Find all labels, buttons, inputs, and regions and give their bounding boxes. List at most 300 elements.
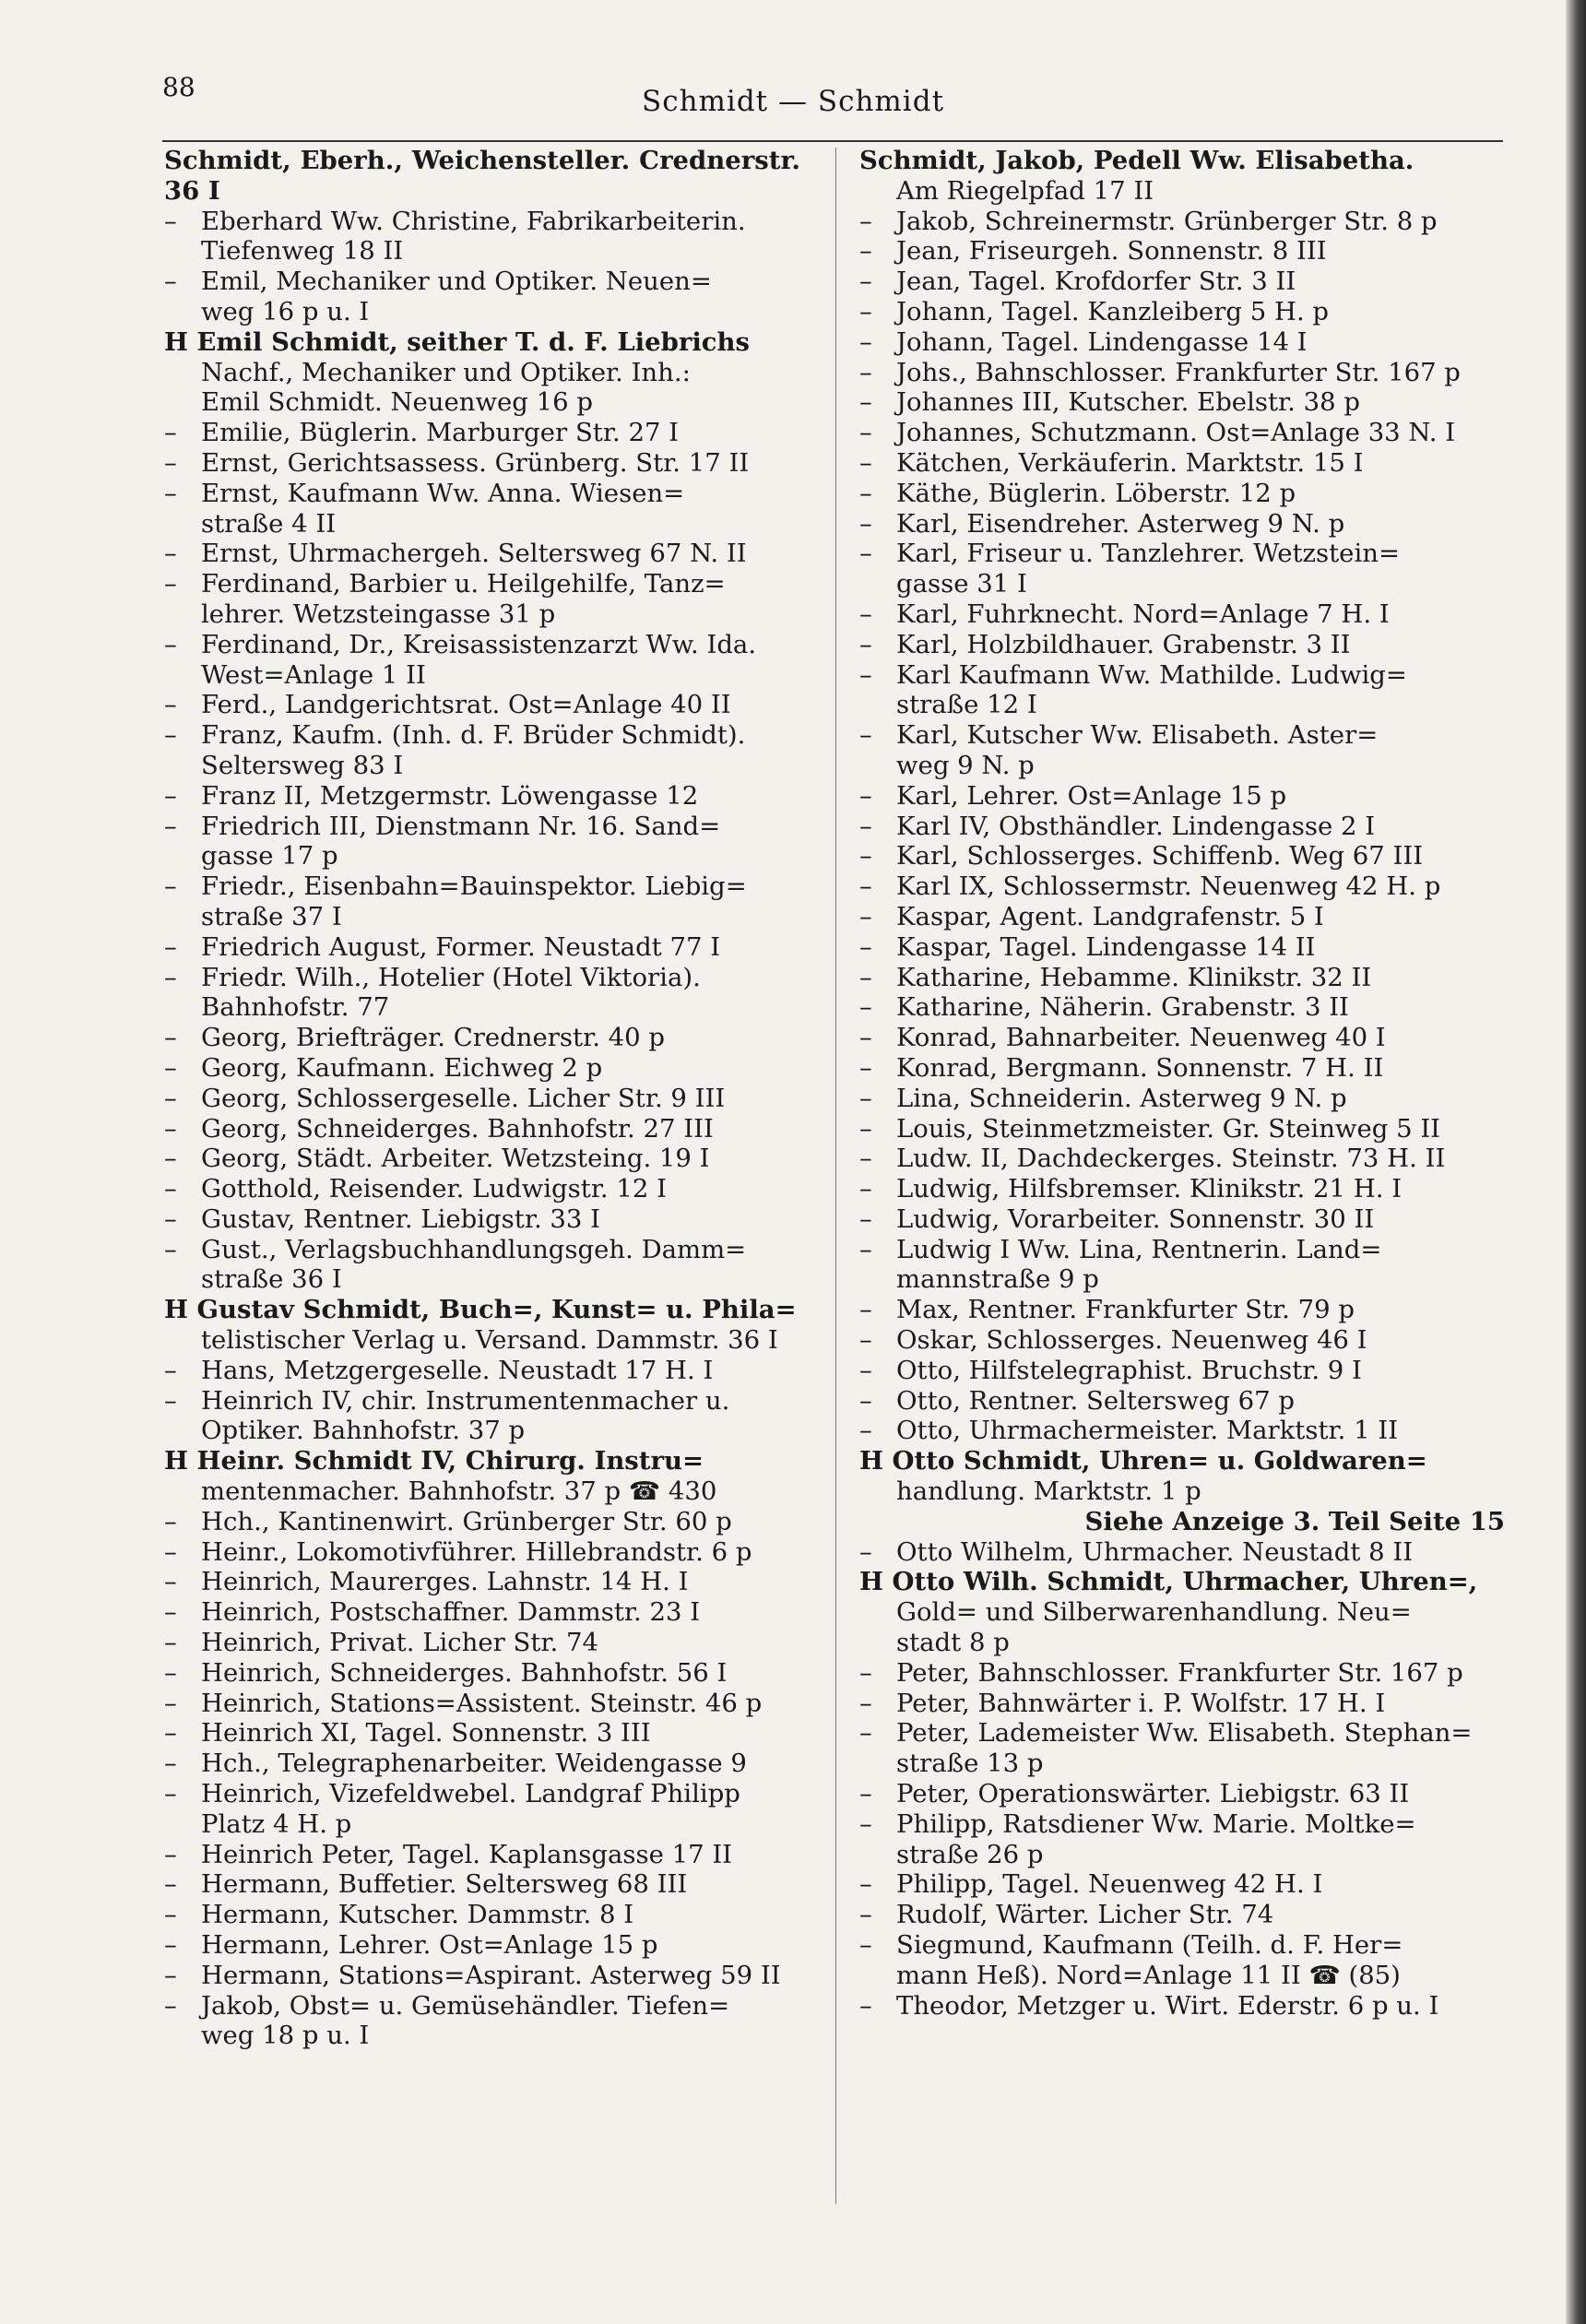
entry-text: Konrad, Bahnarbeiter. Neuenweg 40 I <box>896 1023 1386 1053</box>
directory-entry <box>164 1991 800 2022</box>
entry-text: Friedr., Eisenbahn=Bauinspektor. Liebig= <box>201 872 747 902</box>
directory-entry <box>859 539 1505 569</box>
entry-dash: – <box>859 296 872 326</box>
directory-entry <box>164 1537 800 1568</box>
entry-text: Philipp, Tagel. Neuenweg 42 H. I <box>896 1869 1323 1900</box>
entry-text: straße 37 I <box>201 901 342 931</box>
page-edge <box>1566 0 1586 2324</box>
entry-text: Karl, Kutscher Ww. Elisabeth. Aster= <box>896 720 1379 751</box>
directory-entry <box>164 1174 800 1204</box>
header-rule <box>162 140 1503 142</box>
directory-entry <box>859 358 1505 388</box>
directory-entry <box>859 207 1505 237</box>
directory-entry <box>859 1840 1505 1870</box>
entry-dash: – <box>164 1930 177 1961</box>
entry-dash: – <box>164 1628 177 1658</box>
directory-entry <box>164 812 800 842</box>
entry-text: Hch., Kantinenwirt. Grünberger Str. 60 p <box>201 1506 732 1536</box>
entry-dash: – <box>164 1536 177 1567</box>
entry-dash: – <box>859 599 872 629</box>
entry-text: Emil Schmidt. Neuenweg 16 p <box>201 387 593 418</box>
entry-text: mann Heß). Nord=Anlage 11 II ☎ (85) <box>896 1960 1401 1990</box>
entry-text: Ferdinand, Barbier u. Heilgehilfe, Tanz= <box>201 569 726 599</box>
directory-entry <box>859 1930 1505 1961</box>
entry-text: Ludwig I Ww. Lina, Rentnerin. Land= <box>896 1234 1382 1264</box>
entry-text: Ludwig, Hilfsbremser. Klinikstr. 21 H. I <box>896 1174 1403 1204</box>
entry-dash: – <box>859 539 872 569</box>
directory-entry <box>164 2021 800 2051</box>
entry-text: Heinrich, Privat. Licher Str. 74 <box>201 1628 599 1658</box>
directory-entry <box>164 1386 800 1417</box>
entry-text: West=Anlage 1 II <box>201 659 426 690</box>
directory-entry <box>859 418 1505 448</box>
entry-dash: – <box>859 1083 872 1113</box>
directory-entry <box>164 236 800 267</box>
entry-dash: – <box>859 1325 872 1356</box>
entry-text: Heinrich XI, Tagel. Sonnenstr. 3 III <box>201 1718 651 1749</box>
directory-entry <box>859 1507 1505 1537</box>
directory-entry <box>164 751 800 781</box>
entry-dash: – <box>164 1990 177 2021</box>
entry-dash: – <box>859 1385 872 1416</box>
directory-entry <box>859 297 1505 327</box>
entry-text: Theodor, Metzger u. Wirt. Ederstr. 6 p u. I <box>896 1990 1439 2021</box>
directory-entry <box>859 1476 1505 1507</box>
directory-entry <box>859 1264 1505 1295</box>
entry-text: Peter, Bahnschlosser. Frankfurter Str. 167 p <box>896 1657 1463 1688</box>
directory-entry <box>859 387 1505 418</box>
entry-text: Rudolf, Wärter. Licher Str. 74 <box>896 1900 1274 1930</box>
entry-text: Schmidt, Jakob, Pedell Ww. Elisabetha. <box>859 146 1414 175</box>
entry-text: Käthe, Büglerin. Löberstr. 12 p <box>896 478 1296 508</box>
entry-text: Eberhard Ww. Christine, Fabrikarbeiterin. <box>201 206 746 236</box>
entry-dash: – <box>859 1688 872 1718</box>
directory-entry <box>859 1114 1505 1144</box>
entry-text: Philipp, Ratsdiener Ww. Marie. Moltke= <box>896 1808 1416 1839</box>
entry-dash: – <box>859 841 872 872</box>
directory-entry <box>164 1718 800 1749</box>
directory-entry <box>859 720 1505 751</box>
entry-text: Karl IX, Schlossermstr. Neuenweg 42 H. p <box>896 872 1441 902</box>
entry-text: Ernst, Uhrmachergeh. Seltersweg 67 N. II <box>201 539 747 569</box>
entry-text: Johann, Tagel. Kanzleiberg 5 H. p <box>896 296 1330 326</box>
entry-dash: – <box>164 1839 177 1869</box>
directory-entry <box>164 902 800 932</box>
entry-dash: – <box>164 811 177 841</box>
entry-dash: – <box>859 1052 872 1083</box>
directory-entry <box>164 781 800 812</box>
directory-entry <box>164 1023 800 1053</box>
entry-dash: – <box>164 1506 177 1536</box>
entry-text: Heinrich, Postschaffner. Dammstr. 23 I <box>201 1597 701 1628</box>
entry-dash: – <box>859 1144 872 1174</box>
entry-text: H Otto Schmidt, Uhren= u. Goldwaren= <box>859 1446 1427 1476</box>
entry-dash: – <box>859 659 872 690</box>
directory-entry <box>859 1991 1505 2022</box>
entry-text: Ferd., Landgerichtsrat. Ost=Anlage 40 II <box>201 690 731 720</box>
entry-text: Otto, Rentner. Seltersweg 67 p <box>896 1385 1296 1416</box>
entry-text: Peter, Lademeister Ww. Elisabeth. Stephan= <box>896 1718 1473 1749</box>
directory-entry <box>164 932 800 963</box>
entry-text: weg 18 p u. I <box>201 2021 370 2051</box>
entry-text: straße 26 p <box>896 1839 1044 1869</box>
directory-entry <box>859 1144 1505 1174</box>
directory-entry <box>164 1809 800 1840</box>
directory-entry <box>164 479 800 509</box>
directory-entry <box>164 418 800 448</box>
entry-text: Jakob, Obst= u. Gemüsehändler. Tiefen= <box>201 1990 730 2021</box>
directory-entry <box>164 1446 800 1476</box>
entry-dash: – <box>164 690 177 720</box>
directory-entry <box>164 358 800 388</box>
entry-dash: – <box>164 539 177 569</box>
entry-text: Heinr., Lokomotivführer. Hillebrandstr. 6 p <box>201 1536 752 1567</box>
entry-text: mentenmacher. Bahnhofstr. 37 p ☎ 430 <box>201 1476 717 1507</box>
entry-text: Franz, Kaufm. (Inh. d. F. Brüder Schmidt). <box>201 720 746 751</box>
entry-text: Max, Rentner. Frankfurter Str. 79 p <box>896 1295 1355 1325</box>
entry-dash: – <box>164 1597 177 1628</box>
entry-text: Hermann, Lehrer. Ost=Anlage 15 p <box>201 1930 658 1961</box>
page-number: 88 <box>162 72 195 102</box>
entry-text: Georg, Schlossergeselle. Licher Str. 9 III <box>201 1083 726 1113</box>
directory-entry <box>859 1325 1505 1356</box>
directory-entry <box>859 1446 1505 1476</box>
entry-dash: – <box>164 1083 177 1113</box>
directory-entry <box>859 509 1505 540</box>
entry-text: Jean, Tagel. Krofdorfer Str. 3 II <box>896 267 1296 297</box>
directory-entry <box>164 1869 800 1900</box>
directory-entry <box>859 630 1505 660</box>
directory-entry <box>164 599 800 630</box>
directory-entry <box>164 1204 800 1235</box>
directory-entry <box>164 1476 800 1507</box>
entry-text: Hch., Telegraphenarbeiter. Weidengasse 9 <box>201 1749 747 1779</box>
entry-dash: – <box>859 1113 872 1144</box>
directory-entry <box>164 539 800 569</box>
entry-text: Kaspar, Agent. Landgrafenstr. 5 I <box>896 901 1324 931</box>
entry-text: mannstraße 9 p <box>896 1264 1099 1295</box>
entry-dash: – <box>859 447 872 478</box>
entry-dash: – <box>859 962 872 992</box>
directory-entry <box>859 781 1505 812</box>
directory-entry <box>859 1386 1505 1417</box>
directory-entry <box>164 1144 800 1174</box>
entry-text: straße 13 p <box>896 1749 1044 1779</box>
entry-dash: – <box>164 1234 177 1264</box>
entry-dash: – <box>859 1023 872 1053</box>
entry-text: Johannes, Schutzmann. Ost=Anlage 33 N. I <box>896 418 1456 448</box>
entry-text: Ludwig, Vorarbeiter. Sonnenstr. 30 II <box>896 1204 1375 1234</box>
directory-entry <box>164 1930 800 1961</box>
entry-text: H Emil Schmidt, seither T. d. F. Liebrichs <box>164 326 750 357</box>
entry-dash: – <box>164 418 177 448</box>
entry-dash: – <box>859 1930 872 1961</box>
entry-dash: – <box>859 387 872 418</box>
entry-dash: – <box>859 1808 872 1839</box>
entry-dash: – <box>859 326 872 357</box>
entry-dash: – <box>164 872 177 902</box>
entry-text: Georg, Kaufmann. Eichweg 2 p <box>201 1052 603 1083</box>
right-column <box>859 146 1505 2021</box>
directory-entry <box>859 569 1505 599</box>
entry-text: Karl, Lehrer. Ost=Anlage 15 p <box>896 780 1287 811</box>
directory-entry <box>859 1537 1505 1568</box>
directory-entry <box>164 841 800 872</box>
entry-dash: – <box>164 720 177 751</box>
directory-entry <box>164 1416 800 1446</box>
entry-dash: – <box>164 1023 177 1053</box>
entry-dash: – <box>859 1174 872 1204</box>
entry-text: Heinrich, Vizefeldwebel. Landgraf Philipp <box>201 1779 740 1809</box>
directory-entry <box>859 176 1505 207</box>
directory-entry <box>164 1749 800 1779</box>
entry-text: Johs., Bahnschlosser. Frankfurter Str. 167 p <box>896 357 1461 387</box>
directory-entry <box>164 207 800 237</box>
directory-entry <box>859 1174 1505 1204</box>
directory-entry <box>164 963 800 993</box>
directory-entry <box>164 1840 800 1870</box>
entry-dash: – <box>164 1960 177 1990</box>
entry-text: Konrad, Bergmann. Sonnenstr. 7 H. II <box>896 1052 1384 1083</box>
entry-text: weg 16 p u. I <box>201 296 370 326</box>
entry-text: Ernst, Kaufmann Ww. Anna. Wiesen= <box>201 478 685 508</box>
entry-text: Hermann, Buffetier. Seltersweg 68 III <box>201 1869 688 1900</box>
directory-entry <box>859 1295 1505 1325</box>
entry-dash: – <box>164 1204 177 1234</box>
directory-entry <box>859 1053 1505 1084</box>
entry-dash: – <box>859 629 872 659</box>
directory-entry <box>859 1900 1505 1930</box>
entry-text: Katharine, Hebamme. Klinikstr. 32 II <box>896 962 1372 992</box>
directory-entry <box>164 660 800 691</box>
entry-text: Siehe Anzeige 3. Teil Seite 15 <box>1084 1506 1505 1536</box>
entry-dash: – <box>164 1900 177 1930</box>
directory-entry <box>164 1053 800 1084</box>
entry-dash: – <box>859 206 872 236</box>
entry-text: Ernst, Gerichtsassess. Grünberg. Str. 17 II <box>201 447 750 478</box>
directory-entry <box>859 660 1505 691</box>
directory-entry <box>859 267 1505 297</box>
directory-entry <box>859 751 1505 781</box>
entry-text: Peter, Operationswärter. Liebigstr. 63 II <box>896 1779 1410 1809</box>
directory-entry <box>859 902 1505 932</box>
directory-entry <box>859 992 1505 1023</box>
entry-dash: – <box>859 1204 872 1234</box>
entry-dash: – <box>164 931 177 962</box>
entry-dash: – <box>164 1355 177 1385</box>
entry-text: lehrer. Wetzsteingasse 31 p <box>201 599 556 629</box>
entry-text: Otto Wilhelm, Uhrmacher. Neustadt 8 II <box>896 1536 1414 1567</box>
entry-text: Emilie, Büglerin. Marburger Str. 27 I <box>201 418 680 448</box>
entry-text: Heinrich, Maurerges. Lahnstr. 14 H. I <box>201 1567 689 1597</box>
entry-dash: – <box>164 1144 177 1174</box>
entry-text: Franz II, Metzgermstr. Löwengasse 12 <box>201 780 699 811</box>
entry-dash: – <box>859 1900 872 1930</box>
entry-text: handlung. Marktstr. 1 p <box>896 1476 1201 1507</box>
entry-text: Friedrich August, Former. Neustadt 77 I <box>201 931 721 962</box>
directory-entry <box>859 1023 1505 1053</box>
entry-text: Platz 4 H. p <box>201 1808 352 1839</box>
directory-entry <box>164 1235 800 1265</box>
entry-text: Jean, Friseurgeh. Sonnenstr. 8 III <box>896 236 1327 267</box>
entry-text: weg 9 N. p <box>896 750 1035 780</box>
entry-dash: – <box>859 508 872 539</box>
directory-entry <box>859 841 1505 872</box>
entry-text: Georg, Städt. Arbeiter. Wetzsteing. 19 I <box>201 1144 710 1174</box>
entry-dash: – <box>164 478 177 508</box>
directory-entry <box>859 327 1505 358</box>
entry-text: Karl, Eisendreher. Asterweg 9 N. p <box>896 508 1345 539</box>
directory-entry <box>859 963 1505 993</box>
directory-entry <box>164 1507 800 1537</box>
directory-entry <box>164 1295 800 1325</box>
entry-text: Karl, Schlosserges. Schiffenb. Weg 67 III <box>896 841 1424 872</box>
entry-text: Louis, Steinmetzmeister. Gr. Steinweg 5 II <box>896 1113 1441 1144</box>
directory-entry <box>164 1084 800 1114</box>
column-divider <box>835 148 836 2204</box>
directory-entry <box>859 236 1505 267</box>
entry-dash: – <box>859 418 872 448</box>
entry-text: Karl Kaufmann Ww. Mathilde. Ludwig= <box>896 659 1407 690</box>
entry-dash: – <box>859 1234 872 1264</box>
directory-entry <box>164 1356 800 1386</box>
directory-entry <box>164 1900 800 1930</box>
directory-entry <box>164 1961 800 1991</box>
entry-text: straße 36 I <box>201 1264 342 1295</box>
entry-text: H Gustav Schmidt, Buch=, Kunst= u. Phila= <box>164 1295 797 1325</box>
entry-text: Gold= und Silberwarenhandlung. Neu= <box>896 1597 1412 1628</box>
directory-entry <box>859 1356 1505 1386</box>
directory-entry <box>164 1779 800 1809</box>
directory-entry <box>164 992 800 1023</box>
entry-dash: – <box>164 1174 177 1204</box>
entry-text: Gust., Verlagsbuchhandlungsgeh. Damm= <box>201 1234 747 1264</box>
entry-dash: – <box>859 992 872 1023</box>
entry-dash: – <box>164 629 177 659</box>
entry-text: H Heinr. Schmidt IV, Chirurg. Instru= <box>164 1446 704 1476</box>
entry-dash: – <box>859 267 872 297</box>
directory-entry <box>164 569 800 599</box>
entry-text: Heinrich IV, chir. Instrumentenmacher u. <box>201 1385 730 1416</box>
entry-text: Friedrich III, Dienstmann Nr. 16. Sand= <box>201 811 721 841</box>
entry-text: Otto, Uhrmachermeister. Marktstr. 1 II <box>896 1416 1399 1446</box>
directory-entry <box>859 1204 1505 1235</box>
entry-text: straße 12 I <box>896 690 1037 720</box>
entry-dash: – <box>164 206 177 236</box>
directory-entry <box>859 1689 1505 1719</box>
entry-dash: – <box>859 780 872 811</box>
directory-entry <box>859 1628 1505 1658</box>
directory-entry <box>164 267 800 297</box>
directory-entry <box>859 1084 1505 1114</box>
entry-dash: – <box>859 357 872 387</box>
entry-text: Hans, Metzgergeselle. Neustadt 17 H. I <box>201 1355 714 1385</box>
entry-dash: – <box>859 1657 872 1688</box>
entry-dash: – <box>859 720 872 751</box>
entry-text: Katharine, Näherin. Grabenstr. 3 II <box>896 992 1349 1023</box>
entry-text: H Otto Wilh. Schmidt, Uhrmacher, Uhren=, <box>859 1567 1478 1597</box>
entry-text: stadt 8 p <box>896 1628 1010 1658</box>
directory-entry <box>164 1628 800 1658</box>
entry-text: gasse 17 p <box>201 841 338 872</box>
directory-entry <box>859 479 1505 509</box>
directory-entry <box>859 1809 1505 1840</box>
directory-entry <box>859 1749 1505 1779</box>
directory-entry <box>859 448 1505 479</box>
directory-entry <box>164 1567 800 1597</box>
entry-dash: – <box>164 569 177 599</box>
directory-entry <box>164 872 800 902</box>
entry-dash: – <box>164 1052 177 1083</box>
entry-text: Lina, Schneiderin. Asterweg 9 N. p <box>896 1083 1347 1113</box>
entry-text: Schmidt, Eberh., Weichensteller. Crednerstr. 36 I <box>164 146 800 206</box>
entry-text: Karl IV, Obsthändler. Lindengasse 2 I <box>896 811 1376 841</box>
entry-dash: – <box>164 1749 177 1779</box>
entry-dash: – <box>164 1113 177 1144</box>
directory-entry <box>859 1779 1505 1809</box>
entry-dash: – <box>164 1385 177 1416</box>
entry-dash: – <box>859 811 872 841</box>
directory-entry <box>164 690 800 720</box>
entry-dash: – <box>859 1355 872 1385</box>
entry-dash: – <box>859 901 872 931</box>
entry-text: Peter, Bahnwärter i. P. Wolfstr. 17 H. I <box>896 1688 1386 1718</box>
entry-text: gasse 31 I <box>896 569 1027 599</box>
directory-entry <box>859 599 1505 630</box>
directory-entry <box>164 297 800 327</box>
entry-text: Emil, Mechaniker und Optiker. Neuen= <box>201 267 712 297</box>
directory-entry <box>859 812 1505 842</box>
directory-entry <box>164 448 800 479</box>
directory-entry <box>164 146 800 207</box>
entry-text: Kätchen, Verkäuferin. Marktstr. 15 I <box>896 447 1364 478</box>
entry-text: Hermann, Kutscher. Dammstr. 8 I <box>201 1900 634 1930</box>
entry-text: Friedr. Wilh., Hotelier (Hotel Viktoria). <box>201 962 701 992</box>
entry-dash: – <box>164 267 177 297</box>
directory-entry <box>164 509 800 540</box>
entry-dash: – <box>164 1567 177 1597</box>
entry-text: Seltersweg 83 I <box>201 750 404 780</box>
entry-dash: – <box>164 1657 177 1688</box>
directory-entry <box>859 690 1505 720</box>
entry-dash: – <box>164 1779 177 1809</box>
entry-text: Otto, Hilfstelegraphist. Bruchstr. 9 I <box>896 1355 1362 1385</box>
entry-dash: – <box>859 1295 872 1325</box>
entry-text: Karl, Friseur u. Tanzlehrer. Wetzstein= <box>896 539 1400 569</box>
directory-entry <box>859 146 1505 176</box>
entry-dash: – <box>859 478 872 508</box>
entry-dash: – <box>164 447 177 478</box>
entry-text: Georg, Briefträger. Crednerstr. 40 p <box>201 1023 666 1053</box>
directory-entry <box>164 720 800 751</box>
entry-dash: – <box>859 1536 872 1567</box>
entry-text: Karl, Holzbildhauer. Grabenstr. 3 II <box>896 629 1351 659</box>
entry-text: Johann, Tagel. Lindengasse 14 I <box>896 326 1308 357</box>
entry-text: Bahnhofstr. 77 <box>201 992 390 1023</box>
entry-dash: – <box>859 1718 872 1749</box>
entry-text: Ludw. II, Dachdeckerges. Steinstr. 73 H. II <box>896 1144 1446 1174</box>
entry-dash: – <box>859 236 872 267</box>
directory-entry <box>859 1658 1505 1689</box>
directory-entry <box>164 1658 800 1689</box>
entry-text: Tiefenweg 18 II <box>201 236 404 267</box>
entry-dash: – <box>859 1779 872 1809</box>
entry-text: Johannes III, Kutscher. Ebelstr. 38 p <box>896 387 1360 418</box>
entry-text: Heinrich, Schneiderges. Bahnhofstr. 56 I <box>201 1657 728 1688</box>
entry-text: Gotthold, Reisender. Ludwigstr. 12 I <box>201 1174 668 1204</box>
directory-entry <box>164 387 800 418</box>
entry-text: Kaspar, Tagel. Lindengasse 14 II <box>896 931 1316 962</box>
